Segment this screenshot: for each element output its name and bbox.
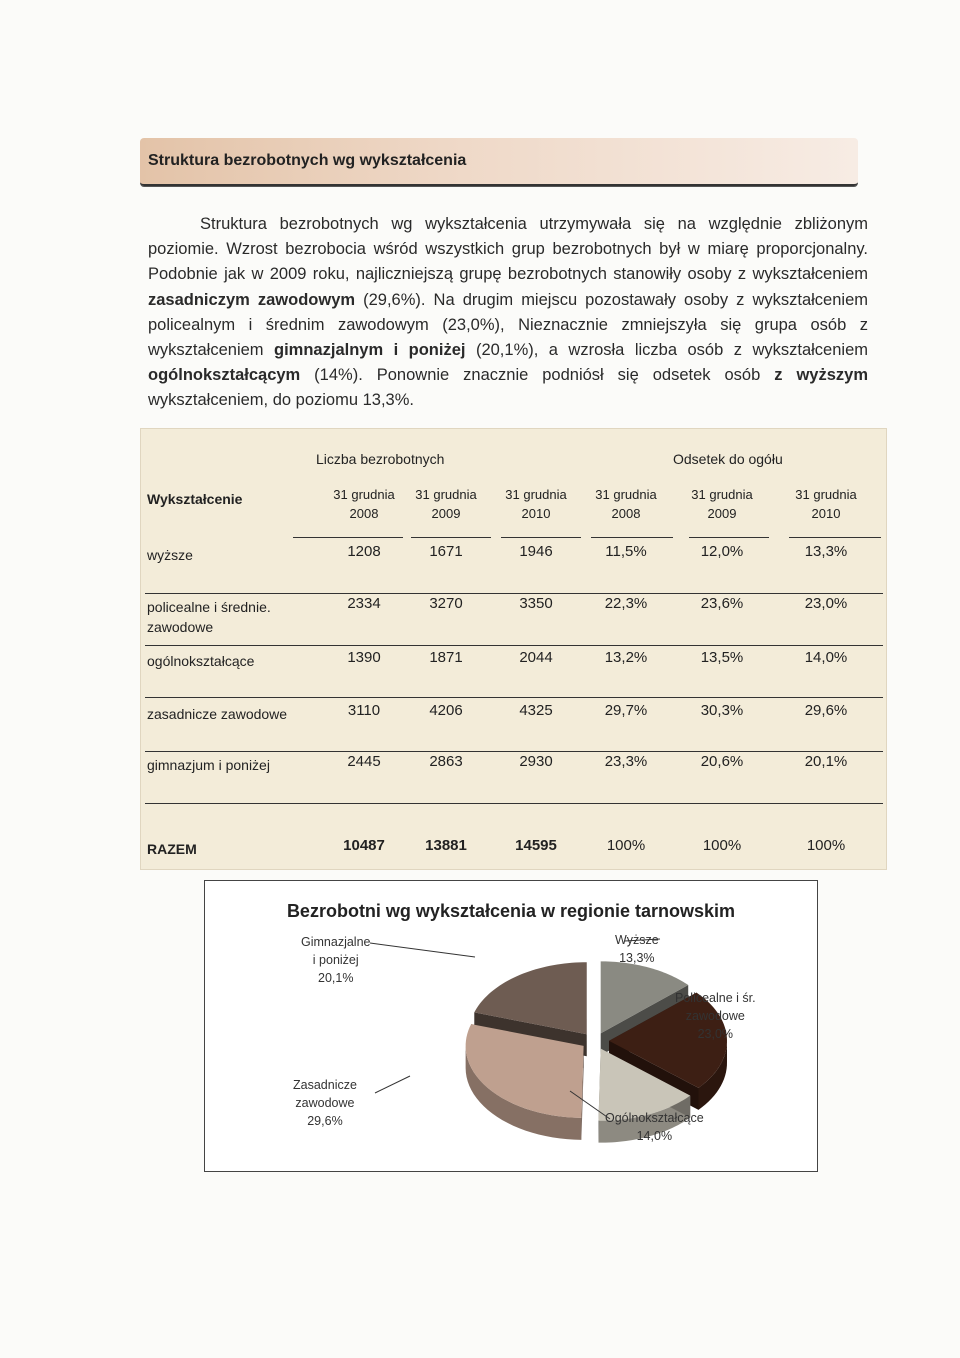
pie-label-line: 20,1% [318, 971, 354, 985]
table-cell: 3270 [429, 595, 463, 612]
row-label-line: ogólnokształcące [147, 653, 255, 669]
header-divider [501, 537, 581, 538]
table-cell: 23,3% [604, 753, 648, 770]
pie-label-line: 29,6% [307, 1114, 343, 1128]
table-cell: 23,6% [700, 595, 744, 612]
pie-chart-box [204, 880, 818, 1172]
bleed-through-text [160, 60, 880, 130]
column-header-line: 31 grudnia [795, 487, 857, 502]
table-cell: 1390 [347, 649, 381, 666]
header-divider [591, 537, 673, 538]
section-heading-bar [140, 138, 858, 186]
table-cell: 30,3% [700, 702, 744, 719]
paragraph-text: (14%). Ponownie znacznie podniósł się odsetek osób [300, 366, 775, 385]
pie-label-line: Gimnazjalne [301, 935, 371, 949]
table-cell: 20,6% [700, 753, 744, 770]
row-label-line: zasadnicze zawodowe [147, 706, 288, 722]
table-cell: 14595 [515, 837, 557, 854]
row-label-line: wyższe [147, 547, 193, 563]
column-header [583, 485, 669, 523]
table-cell: 2863 [429, 753, 463, 770]
pie-label-line: Zasadnicze [293, 1078, 357, 1092]
table-row-label [147, 597, 271, 637]
table-row-label [147, 839, 197, 859]
column-header-line: 2010 [811, 506, 841, 521]
column-header [679, 485, 765, 523]
column-header-line: 2010 [521, 506, 551, 521]
pie-slice-label [293, 1076, 357, 1130]
row-divider [145, 593, 883, 594]
header-divider [689, 537, 769, 538]
column-header-line: 2008 [611, 506, 641, 521]
row-divider [145, 751, 883, 752]
pie-leader-line [375, 1076, 410, 1093]
column-header [783, 485, 869, 523]
paragraph-text: wykształceniem, do poziomu 13,3%. [148, 391, 414, 410]
table-cell: 13881 [425, 837, 467, 854]
row-header-label: Wykształcenie [147, 491, 243, 507]
table-cell: 20,1% [804, 753, 848, 770]
row-divider [145, 697, 883, 698]
table-cell: 100% [806, 837, 846, 854]
row-divider [145, 803, 883, 804]
table-cell: 2445 [347, 753, 381, 770]
table-cell: 13,5% [700, 649, 744, 666]
body-paragraph [148, 212, 868, 414]
table-cell: 3350 [519, 595, 553, 612]
chart-title: Bezrobotni wg wykształcenia w regionie tarnowskim [286, 901, 736, 921]
pie-label-line: i poniżej [312, 953, 359, 967]
header-divider [293, 537, 403, 538]
table-cell: 2930 [519, 753, 553, 770]
pie-label-line: Policealne i śr. [675, 991, 756, 1005]
pie-label-line: 14,0% [636, 1129, 673, 1143]
pie-leader-line [370, 943, 475, 957]
table-cell: 13,2% [604, 649, 648, 666]
column-header-line: 31 grudnia [595, 487, 657, 502]
column-header-line: 31 grudnia [415, 487, 477, 502]
pie-label-line: zawodowe [295, 1096, 355, 1110]
table-cell: 10487 [343, 837, 385, 854]
paragraph-text: Struktura bezrobotnych wg wykształcenia utrzymywała się na względnie zbliżonym poziomie. Wzrost bezrobocia wśród wszystkich grup bezrobotnych był w miarę proporcjonalny. Podobnie jak w 2009 roku, najliczniejszą grupę bezrobotnych stanowiły osoby z wykształceniem [148, 215, 868, 284]
table-cell: 11,5% [605, 543, 647, 560]
table-row-label [147, 651, 254, 671]
table-cell: 23,0% [804, 595, 848, 612]
group-header-percent: Odsetek do ogółu [673, 451, 783, 467]
pie-slice-label [615, 931, 659, 967]
column-header-line: 31 grudnia [691, 487, 753, 502]
table-cell: 29,7% [604, 702, 648, 719]
pie-slice-label [301, 933, 370, 987]
row-label-line: RAZEM [147, 841, 197, 857]
section-title: Struktura bezrobotnych wg wykształcenia [148, 152, 467, 169]
table-cell: 100% [702, 837, 742, 854]
paragraph-bold-text: z wyższym [774, 366, 868, 385]
table-cell: 3110 [347, 702, 381, 719]
table-cell: 2044 [519, 649, 553, 666]
table-row-label [147, 755, 270, 775]
paragraph-text: (20,1%), a wzrosła liczba osób z wykształceniem [465, 341, 868, 360]
table-cell: 1671 [429, 543, 463, 560]
table-cell: 14,0% [804, 649, 848, 666]
table-cell: 4325 [519, 702, 553, 719]
column-header-line: 2009 [707, 506, 737, 521]
column-header [403, 485, 489, 523]
pie-slice-label [605, 1109, 704, 1145]
group-header-count: Liczba bezrobotnych [316, 451, 445, 467]
pie-slice-label [675, 989, 756, 1043]
table-cell: 4206 [429, 702, 463, 719]
column-header-line: 2009 [431, 506, 461, 521]
table-cell: 22,3% [604, 595, 648, 612]
table-row-label [147, 545, 193, 565]
column-header [493, 485, 579, 523]
column-header-line: 31 grudnia [505, 487, 567, 502]
row-divider [145, 645, 883, 646]
paragraph-bold-text: gimnazjalnym i poniżej [274, 341, 466, 360]
table-cell: 100% [606, 837, 646, 854]
paragraph-text: (29,6%). Na drugim miejscu pozostawały osoby z wykształceniem policealnym i średnim zawodowym (23,0%), Nieznacznie zmniejszyła się grupa osób z wykształceniem [148, 290, 868, 360]
pie-label-line: Wyższe [615, 933, 659, 947]
table-row-label [147, 704, 287, 724]
pie-label-line: 23,0% [697, 1027, 734, 1041]
table-cell: 1946 [519, 543, 553, 560]
column-header-line: 2008 [349, 506, 379, 521]
table-cell: 13,3% [804, 543, 848, 560]
data-table [140, 428, 887, 870]
table-cell: 2334 [347, 595, 381, 612]
paragraph-bold-text: zasadniczym zawodowym [148, 290, 356, 309]
table-cell: 1208 [347, 543, 381, 560]
row-label-line: zawodowe [147, 619, 214, 635]
pie-label-line: 13,3% [619, 951, 655, 965]
column-header [321, 485, 407, 523]
row-label-line: gimnazjum i poniżej [147, 757, 270, 773]
header-divider [789, 537, 881, 538]
header-divider [411, 537, 491, 538]
column-header-line: 31 grudnia [333, 487, 395, 502]
table-cell: 29,6% [804, 702, 848, 719]
table-cell: 12,0% [700, 543, 744, 560]
row-label-line: policealne i średnie. [147, 599, 271, 615]
pie-label-line: Ogólnokształcące [605, 1111, 704, 1125]
pie-label-line: zawodowe [685, 1009, 745, 1023]
table-cell: 1871 [429, 649, 463, 666]
paragraph-bold-text: ogólnokształcącym [148, 366, 301, 385]
